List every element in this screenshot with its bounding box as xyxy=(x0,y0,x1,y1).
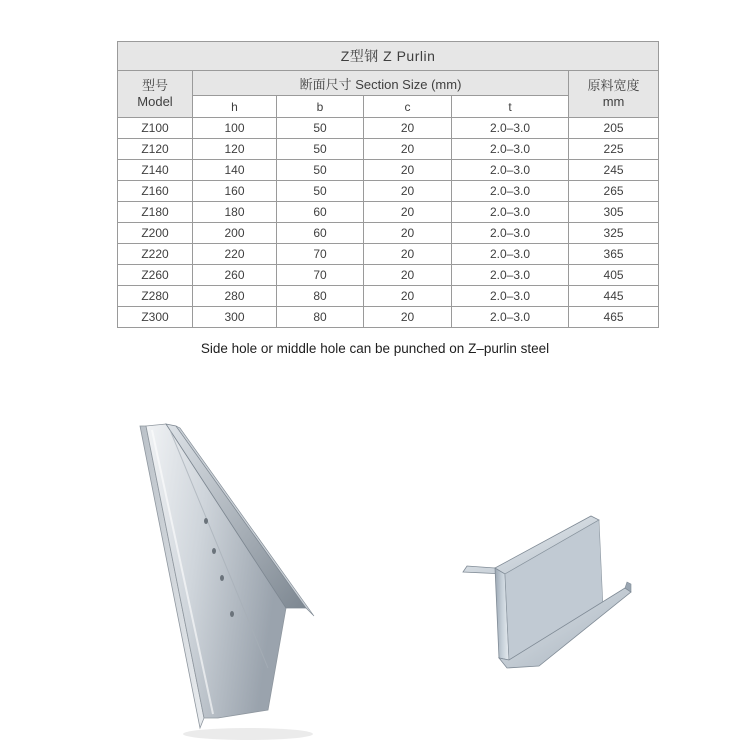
short-purlin-image xyxy=(455,508,635,678)
cell-model: Z280 xyxy=(118,286,193,307)
cell-t: 2.0–3.0 xyxy=(452,202,569,223)
cell-width: 245 xyxy=(569,160,659,181)
floor-shadow xyxy=(183,728,313,740)
cell-c: 20 xyxy=(364,139,452,160)
cell-width: 365 xyxy=(569,244,659,265)
cell-t: 2.0–3.0 xyxy=(452,286,569,307)
table-row xyxy=(118,160,659,181)
model-header-cn: 型号 xyxy=(141,78,168,93)
cell-model: Z300 xyxy=(118,307,193,328)
table-row xyxy=(118,139,659,160)
cell-h: 140 xyxy=(193,160,277,181)
table-row xyxy=(118,307,659,328)
cell-b: 50 xyxy=(277,139,364,160)
cell-width: 325 xyxy=(569,223,659,244)
cell-model: Z160 xyxy=(118,181,193,202)
cell-t: 2.0–3.0 xyxy=(452,139,569,160)
cell-c: 20 xyxy=(364,244,452,265)
cell-b: 70 xyxy=(277,265,364,286)
cell-h: 220 xyxy=(193,244,277,265)
cell-t: 2.0–3.0 xyxy=(452,118,569,139)
cell-h: 300 xyxy=(193,307,277,328)
punched-hole xyxy=(212,548,216,554)
cell-c: 20 xyxy=(364,265,452,286)
cell-width: 265 xyxy=(569,181,659,202)
spec-table xyxy=(117,41,659,328)
cell-c: 20 xyxy=(364,160,452,181)
cell-h: 280 xyxy=(193,286,277,307)
punched-hole xyxy=(204,518,208,524)
cell-b: 50 xyxy=(277,118,364,139)
cell-c: 20 xyxy=(364,286,452,307)
subheader-c: c xyxy=(364,96,452,118)
subheader-t: t xyxy=(452,96,569,118)
table-row xyxy=(118,244,659,265)
punched-hole xyxy=(220,575,224,581)
cell-model: Z140 xyxy=(118,160,193,181)
cell-c: 20 xyxy=(364,307,452,328)
cell-c: 20 xyxy=(364,181,452,202)
cell-t: 2.0–3.0 xyxy=(452,223,569,244)
subheader-h: h xyxy=(193,96,277,118)
cell-b: 60 xyxy=(277,202,364,223)
cell-width: 205 xyxy=(569,118,659,139)
table-row xyxy=(118,118,659,139)
cell-b: 60 xyxy=(277,223,364,244)
table-row xyxy=(118,223,659,244)
cell-h: 200 xyxy=(193,223,277,244)
caption-text: Side hole or middle hole can be punched on Z–purlin steel xyxy=(200,341,550,356)
cell-t: 2.0–3.0 xyxy=(452,244,569,265)
cell-b: 80 xyxy=(277,307,364,328)
cell-t: 2.0–3.0 xyxy=(452,307,569,328)
table-row xyxy=(118,286,659,307)
cell-t: 2.0–3.0 xyxy=(452,265,569,286)
cell-model: Z260 xyxy=(118,265,193,286)
cell-h: 160 xyxy=(193,181,277,202)
table-body xyxy=(118,118,659,328)
table-row xyxy=(118,181,659,202)
cell-model: Z120 xyxy=(118,139,193,160)
cell-t: 2.0–3.0 xyxy=(452,181,569,202)
cell-model: Z180 xyxy=(118,202,193,223)
cell-b: 50 xyxy=(277,160,364,181)
width-header xyxy=(569,71,659,118)
width-header-cn: 原料宽度 xyxy=(587,78,640,93)
cell-b: 80 xyxy=(277,286,364,307)
cell-c: 20 xyxy=(364,223,452,244)
cell-width: 445 xyxy=(569,286,659,307)
table-title: Z型钢 Z Purlin xyxy=(118,42,659,71)
cell-h: 100 xyxy=(193,118,277,139)
width-header-unit: mm xyxy=(602,94,625,109)
subheader-b: b xyxy=(277,96,364,118)
cell-t: 2.0–3.0 xyxy=(452,160,569,181)
model-header-en: Model xyxy=(137,94,173,109)
cell-width: 405 xyxy=(569,265,659,286)
cell-c: 20 xyxy=(364,202,452,223)
cell-model: Z200 xyxy=(118,223,193,244)
section-size-header: 断面尺寸 Section Size (mm) xyxy=(193,71,569,96)
punched-hole xyxy=(230,611,234,617)
cell-width: 305 xyxy=(569,202,659,223)
table-row xyxy=(118,202,659,223)
cell-b: 70 xyxy=(277,244,364,265)
cell-h: 260 xyxy=(193,265,277,286)
cell-c: 20 xyxy=(364,118,452,139)
cell-h: 180 xyxy=(193,202,277,223)
cell-b: 50 xyxy=(277,181,364,202)
cell-model: Z220 xyxy=(118,244,193,265)
long-purlin-image xyxy=(118,418,328,750)
cell-h: 120 xyxy=(193,139,277,160)
table-row xyxy=(118,265,659,286)
cell-width: 225 xyxy=(569,139,659,160)
model-header xyxy=(118,71,193,118)
cell-width: 465 xyxy=(569,307,659,328)
cell-model: Z100 xyxy=(118,118,193,139)
